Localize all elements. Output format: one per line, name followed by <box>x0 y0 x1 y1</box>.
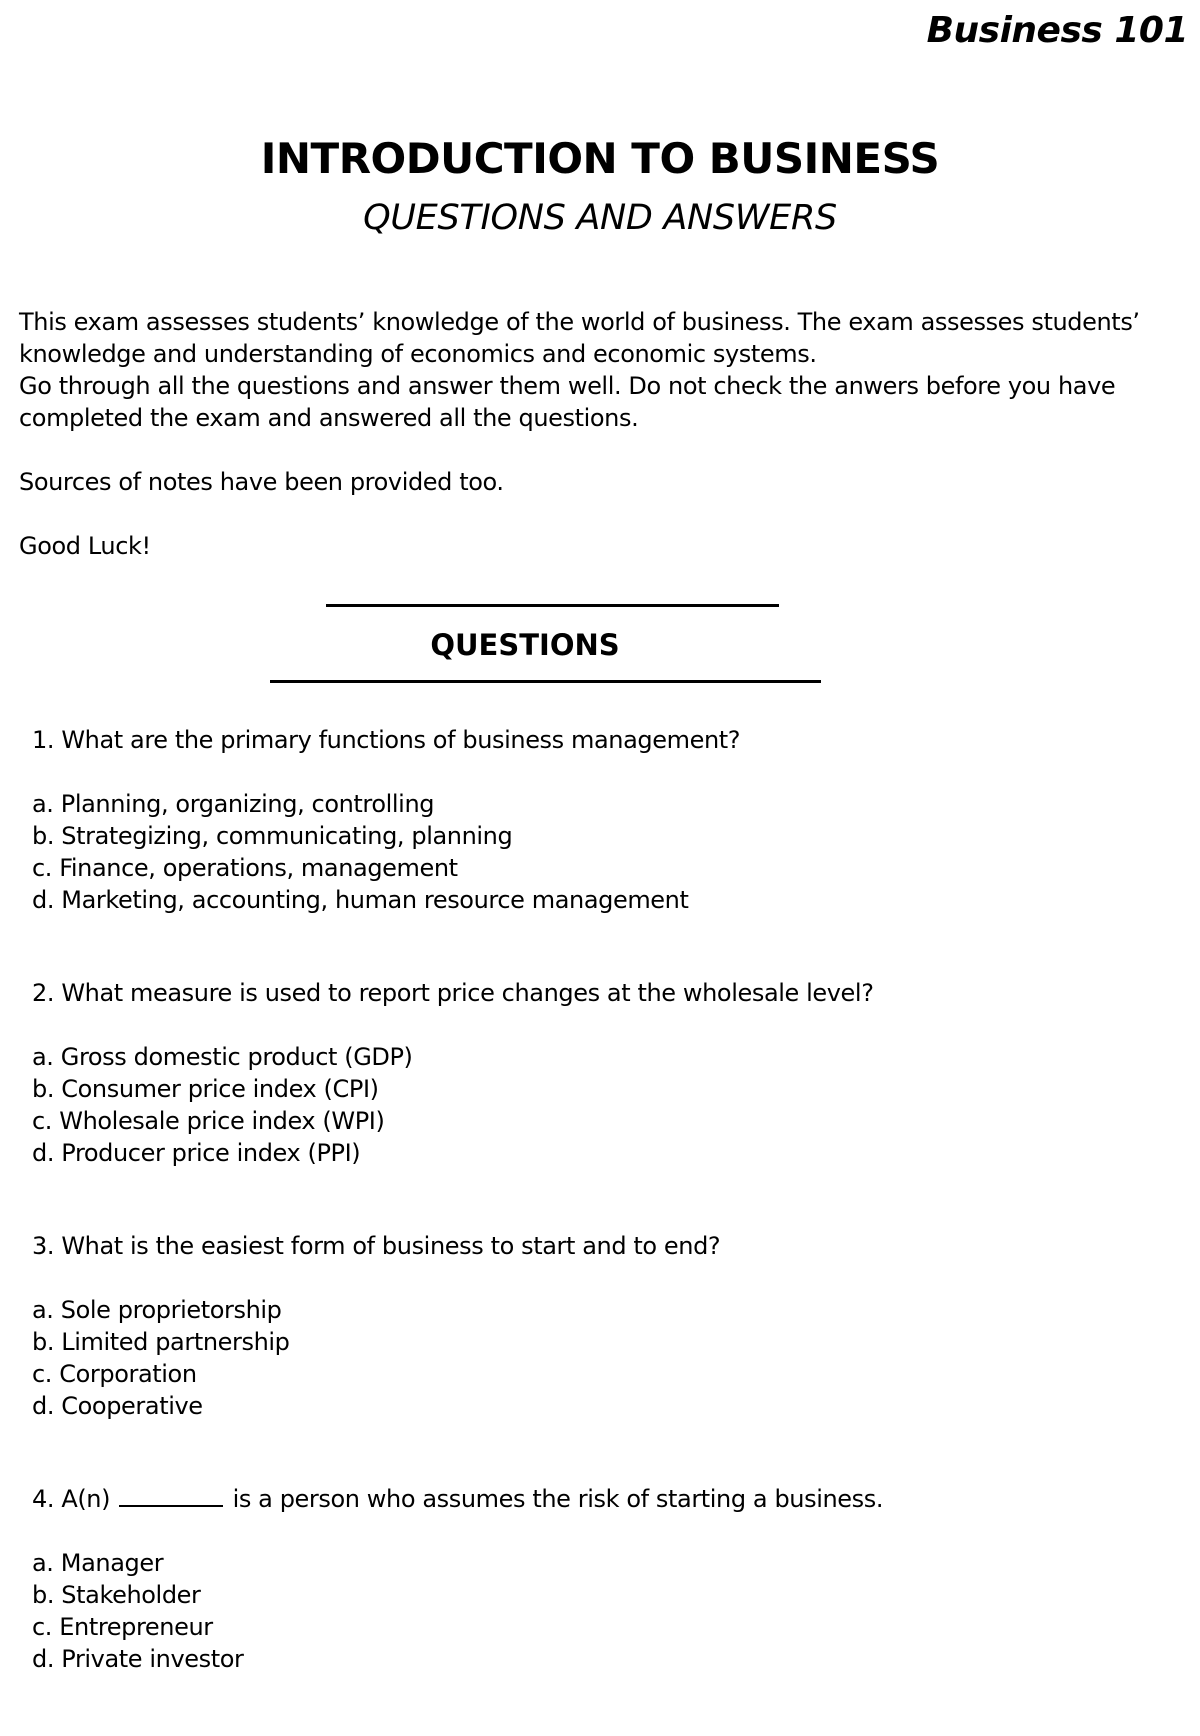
question-text: 3. What is the easiest form of business to start and to end? <box>32 1232 721 1260</box>
answer-option: c. Entrepreneur <box>32 1613 213 1641</box>
answer-option: c. Finance, operations, management <box>32 854 458 882</box>
page-title: INTRODUCTION TO BUSINESS <box>260 134 940 183</box>
question-text-start: 4. A(n) <box>32 1485 111 1513</box>
question-3 <box>32 1230 1182 1422</box>
intro-section <box>19 306 1189 562</box>
section-divider-bottom <box>270 680 821 683</box>
question-text <box>32 1483 1182 1515</box>
intro-paragraph: Sources of notes have been provided too. <box>19 468 504 496</box>
question-list <box>32 724 1182 1736</box>
answer-option: d. Producer price index (PPI) <box>32 1139 361 1167</box>
question-text: 2. What measure is used to report price changes at the wholesale level? <box>32 979 874 1007</box>
answer-option: d. Cooperative <box>32 1392 203 1420</box>
fill-in-blank <box>119 1483 223 1507</box>
question-4 <box>32 1483 1182 1675</box>
answer-option: b. Stakeholder <box>32 1581 201 1609</box>
intro-paragraph: Go through all the questions and answer them well. Do not check the anwers before you have completed the exam and answered all the questions. <box>19 372 1116 432</box>
intro-paragraph: Good Luck! <box>19 532 151 560</box>
answer-option: c. Wholesale price index (WPI) <box>32 1107 385 1135</box>
answer-option: b. Consumer price index (CPI) <box>32 1075 379 1103</box>
answer-option: a. Manager <box>32 1549 164 1577</box>
section-divider-top <box>326 604 779 607</box>
answer-option: a. Sole proprietorship <box>32 1296 282 1324</box>
page-subtitle: QUESTIONS AND ANSWERS <box>363 198 837 238</box>
answer-option: a. Planning, organizing, controlling <box>32 790 435 818</box>
answer-option: d. Marketing, accounting, human resource management <box>32 886 689 914</box>
answer-option: b. Limited partnership <box>32 1328 290 1356</box>
question-1 <box>32 724 1182 916</box>
question-text: 1. What are the primary functions of business management? <box>32 726 741 754</box>
answer-option: b. Strategizing, communicating, planning <box>32 822 513 850</box>
answer-option: d. Private investor <box>32 1645 244 1673</box>
intro-paragraph: This exam assesses students’ knowledge of the world of business. The exam assesses students’ knowledge and understanding of economics and economic systems. <box>19 308 1140 368</box>
section-heading: QUESTIONS <box>430 628 620 662</box>
answer-option: c. Corporation <box>32 1360 197 1388</box>
course-label: Business 101 <box>926 10 1188 51</box>
question-2 <box>32 977 1182 1169</box>
answer-option: a. Gross domestic product (GDP) <box>32 1043 413 1071</box>
question-text-end: is a person who assumes the risk of starting a business. <box>232 1485 884 1513</box>
